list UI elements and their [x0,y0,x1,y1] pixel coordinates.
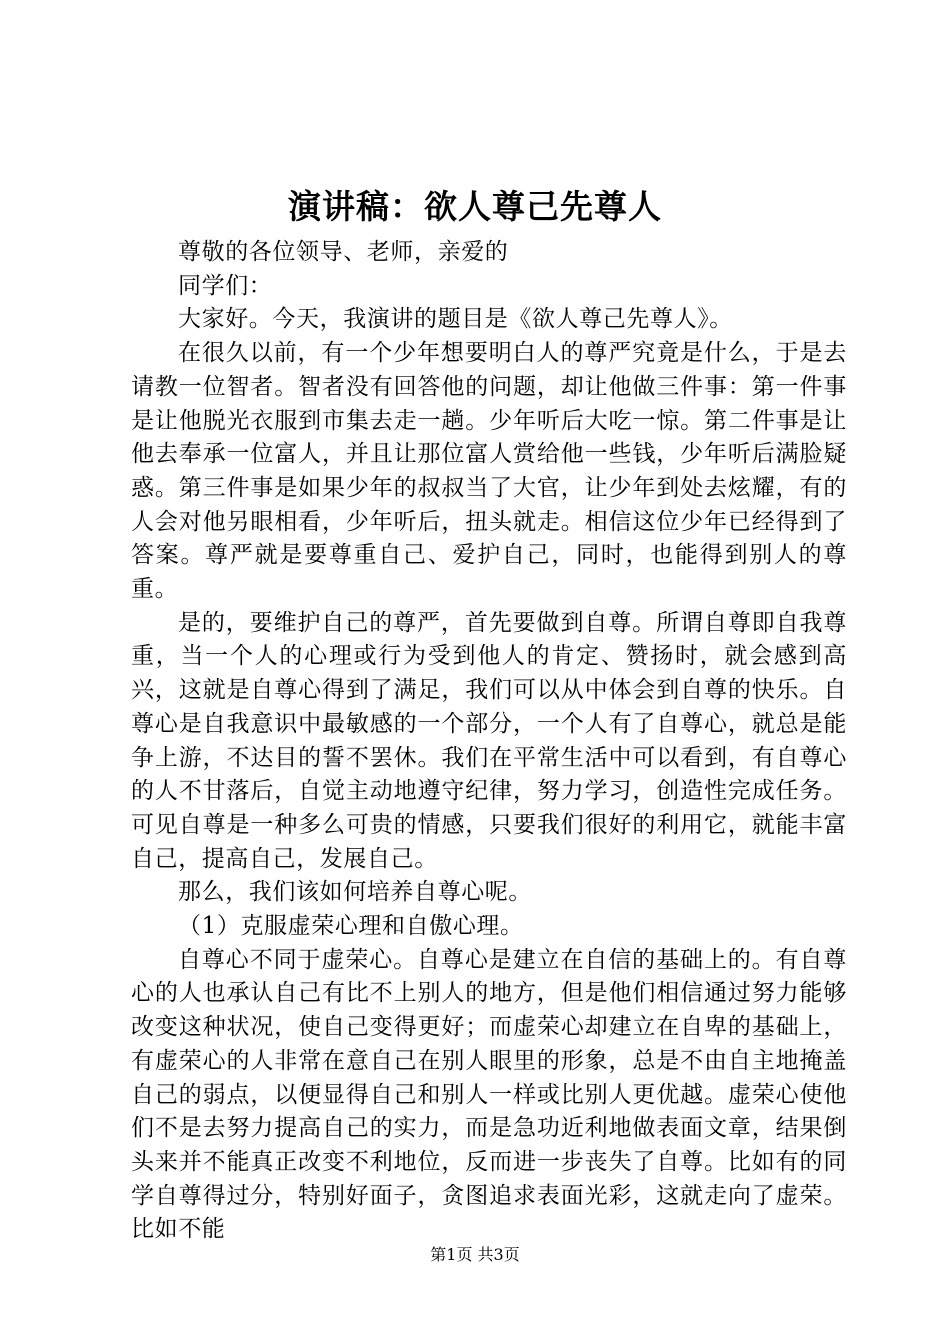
salutation-line-1: 尊敬的各位领导、老师，亲爱的 [178,239,509,265]
page-footer: 第1页 共3页 [430,1245,520,1264]
greeting-paragraph: 大家好。今天，我演讲的题目是《欲人尊己先尊人》。 [178,306,733,333]
question-paragraph: 那么，我们该如何培养自尊心呢。 [178,879,532,906]
self-respect-paragraph: 是的，要维护自己的尊严，首先要做到自尊。所谓自尊即自我尊重，当一个人的心理或行为受到他人的肯定、赞扬时，就会感到高兴，这就是自尊心得到了满足，我们可以从中体会到自尊的快乐。自尊心是自我意识中最敏感的一个部分，一个人有了自尊心，就总是能争上游，不达目的誓不罢休。我们在平常生活中可以看到，有自尊心的人不甘落后，自觉主动地遵守纪律，努力学习，创造性完成任务。可见自尊是一种多么可贵的情感，只要我们很好的利用它，就能丰富自己，提高自己，发展自己。 [131,609,847,872]
salutation-line-2: 同学们： [178,272,273,299]
story-paragraph: 在很久以前，有一个少年想要明白人的尊严究竟是什么，于是去请教一位智者。智者没有回答他的问题，却让他做三件事：第一件事是让他脱光衣服到市集去走一趟。少年听后大吃一惊。第二件事是让他去奉承一位富人，并且让那位富人赏给他一些钱，少年听后满脸疑惑。第三件事是如果少年的叔叔当了大官，让少年到处去炫耀，有的人会对他另眼相看，少年听后，扭头就走。相信这位少年已经得到了答案。尊严就是要尊重自己、爱护自己，同时，也能得到别人的尊重。 [131,340,847,603]
point-heading-1: （1）克服虚荣心理和自傲心理。 [178,913,524,940]
document-title: 演讲稿：欲人尊己先尊人 [288,187,662,226]
document-body [131,236,847,1247]
vanity-paragraph: 自尊心不同于虚荣心。自尊心是建立在自信的基础上的。有自尊心的人也承认自己有比不上别人的地方，但是他们相信通过努力能够改变这种状况，使自己变得更好；而虚荣心却建立在自卑的基础上，有虚荣心的人非常在意自己在别人眼里的形象，总是不由自主地掩盖自己的弱点，以便显得自己和别人一样或比别人更优越。虚荣心使他们不是去努力提高自己的实力，而是急功近利地做表面文章，结果倒头来并不能真正改变不利地位，反而进一步丧失了自尊。比如有的同学自尊得过分，特别好面子，贪图追求表面光彩，这就走向了虚荣。比如不能 [131,946,847,1243]
